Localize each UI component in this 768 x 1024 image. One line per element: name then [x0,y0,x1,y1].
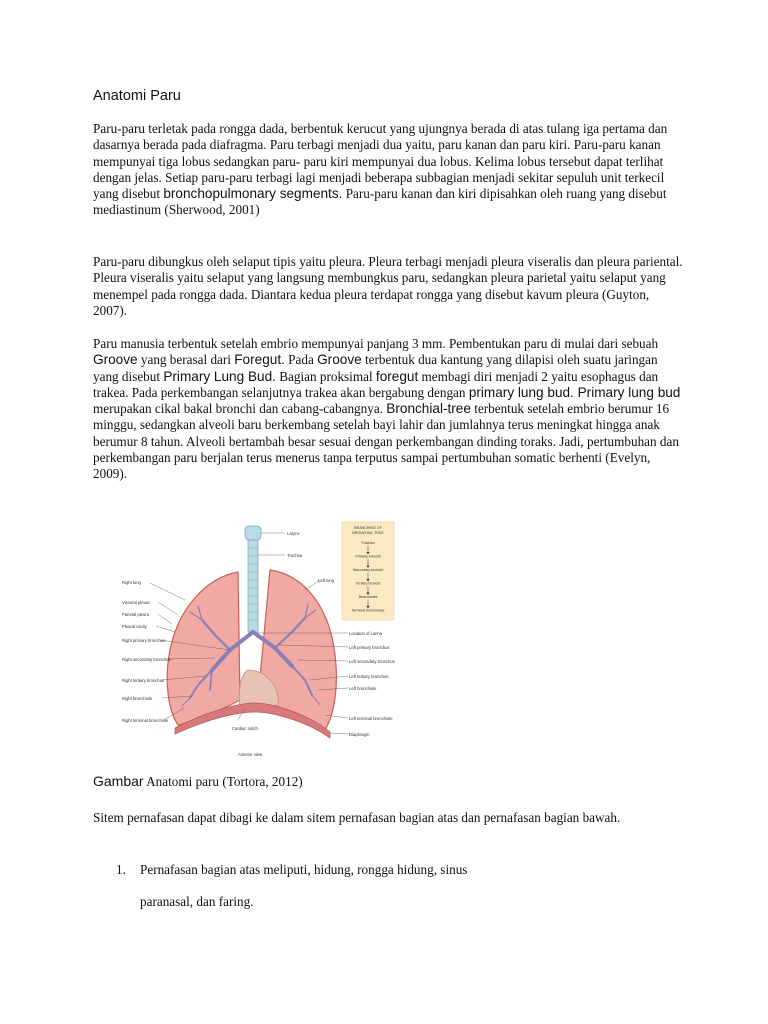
term-text: Bronchial-tree [386,401,471,417]
list-item-1-continuation: paranasal, dan faring. [140,894,254,909]
figure-label-right: Diaphragm [349,732,370,737]
body-text: Paru manusia terbentuk setelah embrio mempunyai panjang 3 mm. Pembentukan paru di mulai dari sebuah [93,336,659,351]
body-text: terbentuk dua kantung yang dilapisi oleh suatu jaringan yang disebut [93,352,658,384]
paragraph-4: Sitem pernafasan dapat dibagi ke dalam sitem pernafasan bagian atas dan pernafasan bagian bawah. [93,810,621,825]
figure-label-left: Right secondary bronchus [122,657,171,662]
figure-caption [93,773,303,790]
tree-box-title: BRANCHING OF [354,526,382,530]
tree-box-title: BRONCHIAL TREE [352,531,384,535]
tree-box-item: Terminal bronchioles [351,608,385,613]
figure-label-right: Left tertiary bronchus [349,674,389,679]
figure-label-left: Pleural cavity [122,624,147,629]
body-text: Paru-paru terletak pada rongga dada, berbentuk kerucut yang ujungnya berada di atas tulang iga pertama dan dasarnya berada pada diafragma. Paru terbagi menjadi dua yaitu, paru kanan dan paru kiri. Paru-paru kanan mempunyai tiga lobus sedangkan paru- paru kiri mempunyai dua lobus. Kelima lobus tersebut dapat terlihat dengan jelas. Setiap paru-paru terbagi lagi menjadi beberapa subbagian menjadi sekitar sepuluh unit terkecil yang disebut [93,121,668,202]
figure-label-right: Left lung [318,578,335,583]
larynx-shape [245,526,261,540]
figure-label-left: Right bronchiole [122,696,153,701]
figure-label-bottom: Anterior view [238,752,263,757]
figure-label-bottom: Cardiac notch [232,726,258,731]
figure-label-left: Right tertiary bronchus [122,678,165,683]
figure-label-right: Left primary bronchus [349,645,390,650]
term-text: primary lung bud. Primary lung bud [468,384,681,400]
term-text: Groove [317,352,362,368]
term-text: Primary Lung Bud. [163,368,276,384]
body-text: Paru-paru kanan dan kiri dipisahkan oleh ruang yang disebut mediastinum (Sherwood, 2001) [93,186,667,218]
body-text: Pada [284,352,318,368]
body-text: yang berasal dari [137,352,235,368]
tree-box-item: Secondary bronchi [353,568,383,572]
lung-anatomy-figure [120,520,398,762]
term-text: foregut [375,368,419,384]
caption-word: Gambar [93,773,144,789]
term-text: Groove [93,352,138,368]
body-text: terbentuk setelah embrio berumur 16 minggu, sedangkan alveoli baru berkembang setelah bayi lahir dan jumlahnya terus meningkat hingga anak berumur 8 tahun. Alveoli bertambah besar sesuai dengan perkembangan dinding toraks. Jadi, pertumbuhan dan perkembangan paru berjalan terus menerus tanpa terputus sampai pertumbuhan somatic berhenti (Evelyn, 2009). [93,401,679,482]
figure-label-left: Right primary bronchus [122,638,166,643]
figure-label-left: Right terminal bronchiole [122,718,169,723]
figure-label-right: Location of carina [349,631,383,636]
tree-box-item: Trachea [361,541,375,545]
figure-label-right: Left secondary bronchus [349,659,395,664]
tree-box-item: Bronchioles [358,595,378,599]
tree-box-item: Primary bronchi [355,554,381,559]
paragraph-1 [93,121,683,219]
body-text: Bagian proksimal [275,368,376,384]
body-text: membagi diri menjadi 2 yaitu esophagus dan trakea. Pada perkembangan selanjutnya trakea akan bergabung dengan [93,368,659,400]
list-item-1 [116,862,467,878]
tree-box-item: Tertiary bronchi [355,581,381,586]
figure-label-right: Left bronchiole [349,686,377,691]
figure-label-top: Trachea [287,553,303,558]
figure-label-right: Left terminal bronchiole [349,716,393,721]
page-title: Anatomi Paru [93,88,181,104]
term-text: Foregut. [234,352,285,368]
list-item-text: Pernafasan bagian atas meliputi, hidung, rongga hidung, sinus [140,862,468,877]
figure-label-left: Visceral pleura [122,600,150,605]
figure-label-top: Larynx [287,531,300,536]
paragraph-3 [93,336,683,483]
list-number: 1. [116,862,126,877]
paragraph-2: Paru-paru dibungkus oleh selaput tipis yaitu pleura. Pleura terbagi menjadi pleura viseralis dan pleura pariental. Pleura viseralis yaitu selaput yang langsung membungkus paru, sedangkan pleura parietal yaitu selaput yang menempel pada rongga dada. Diantara kedua pleura terdapat rongga yang disebut kavum pleura (Guyton, 2007). [93,254,683,318]
caption-text: Anatomi paru (Tortora, 2012) [143,774,303,789]
term-text: bronchopulmonary segments. [163,186,343,202]
trachea-shape [248,540,258,632]
figure-label-left: Parietal pleura [122,612,150,617]
figure-label-left: Right lung [122,580,141,585]
body-text: merupakan cikal bakal bronchi dan cabang-cabangnya. [93,401,387,417]
